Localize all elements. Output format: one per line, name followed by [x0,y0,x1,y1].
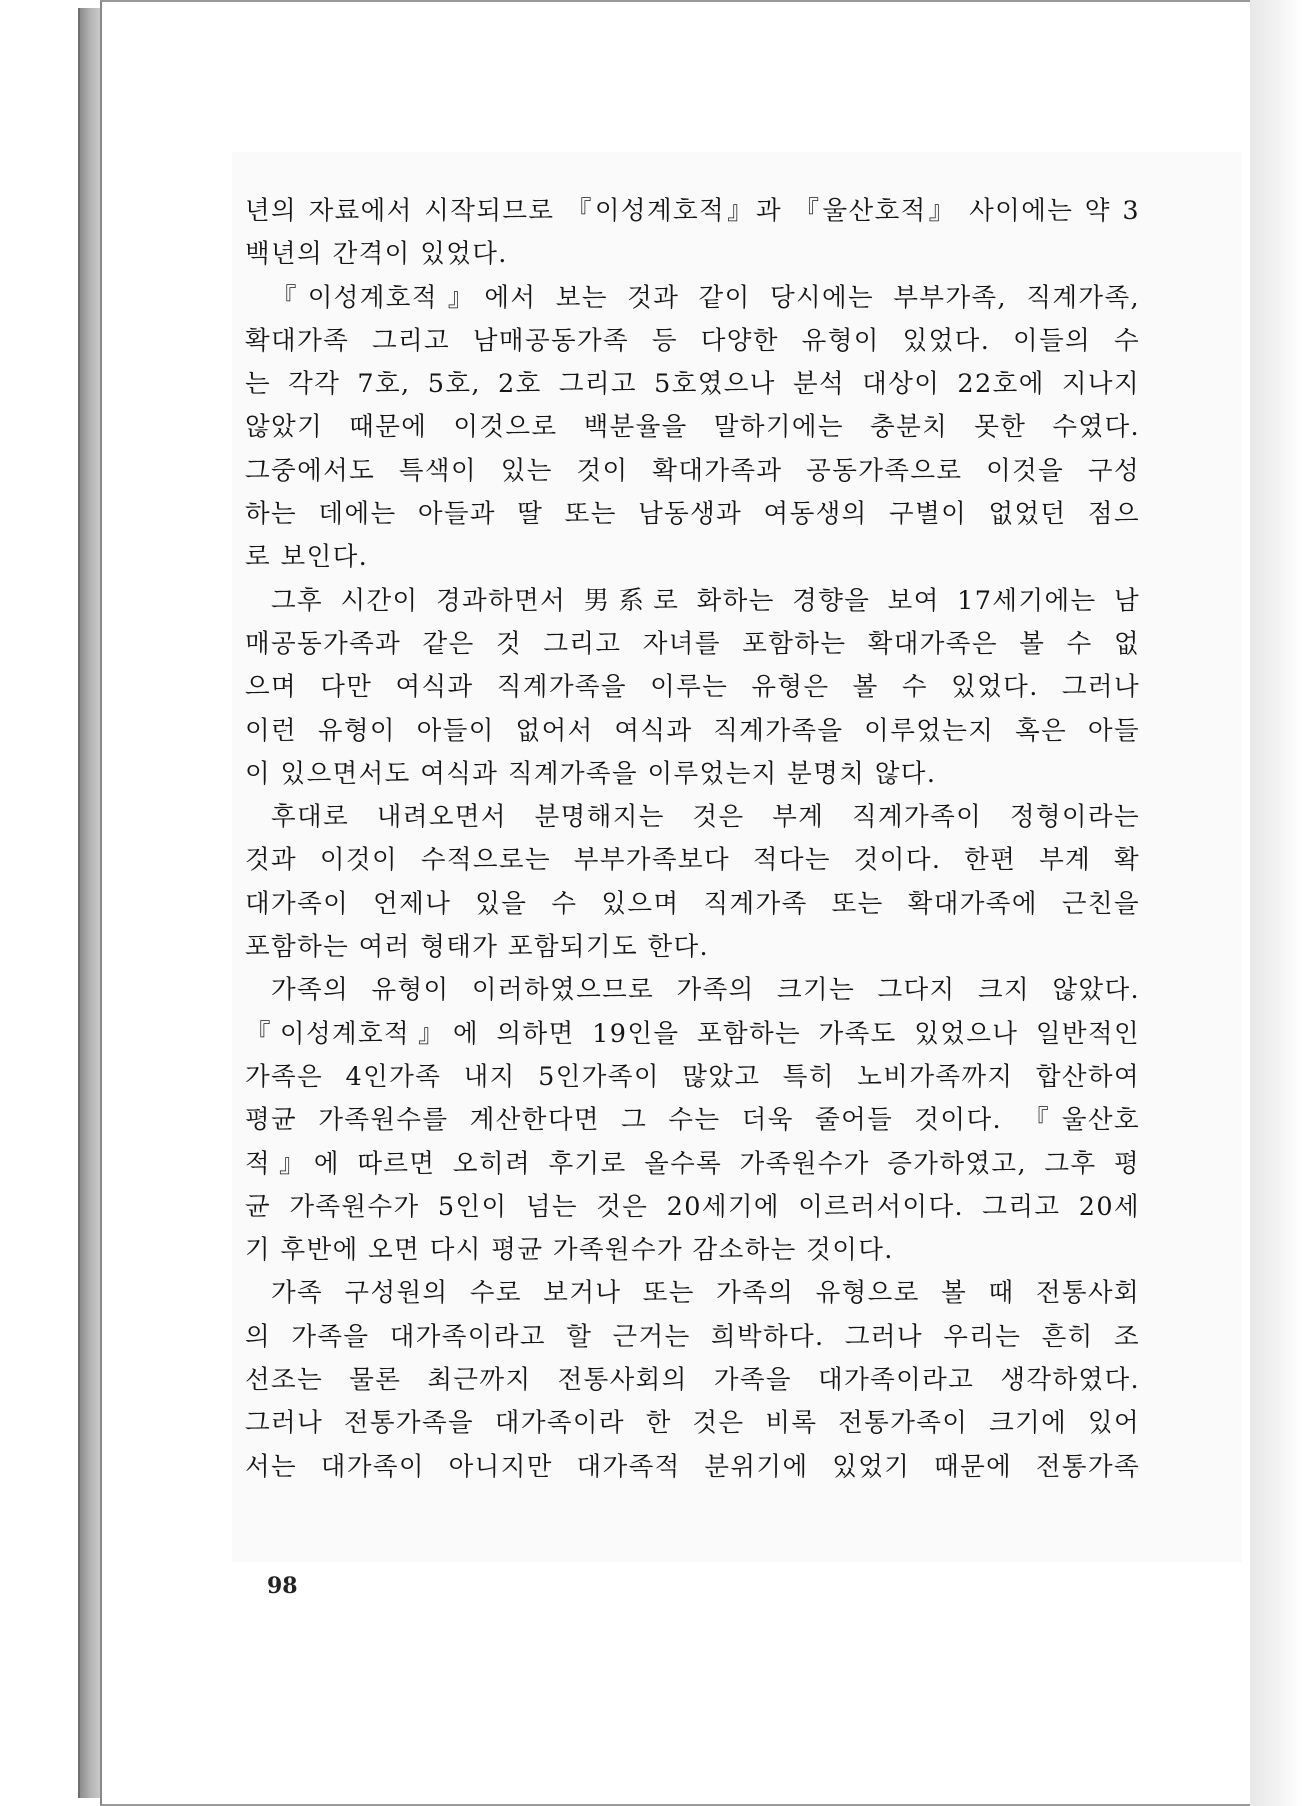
text-line: 으며 다만 여식과 직계가족을 이루는 유형은 볼 수 있었다. 그러나 [245,672,1140,703]
text-line: 는 각각 7호, 5호, 2호 그리고 5호였으나 분석 대상이 22호에 지나지 [245,369,1140,400]
text-line: 매공동가족과 같은 것 그리고 자녀를 포함하는 확대가족은 볼 수 없 [245,628,1140,659]
text-line: 『이성계호적』에서 보는 것과 같이 당시에는 부부가족, 직계가족, [271,282,1140,313]
text-line: 가족의 유형이 이러하였으므로 가족의 크기는 그다지 크지 않았다. [271,975,1140,1006]
page-number: 98 [267,1573,298,1599]
text-line: 의 가족을 대가족이라고 할 근거는 희박하다. 그러나 우리는 흔히 조 [245,1321,1140,1352]
text-line: 가족 구성원의 수로 보거나 또는 가족의 유형으로 볼 때 전통사회 [271,1278,1140,1309]
text-line: 평균 가족원수를 계산한다면 그 수는 더욱 줄어들 것이다. 『울산호 [245,1105,1140,1136]
text-line: 하는 데에는 아들과 딸 또는 남동생과 여동생의 구별이 없었던 점으 [245,499,1140,530]
text-line: 확대가족 그리고 남매공동가족 등 다양한 유형이 있었다. 이들의 수 [245,325,1140,356]
text-line: 가족은 4인가족 내지 5인가족이 많았고 특히 노비가족까지 합산하여 [245,1061,1140,1092]
text-line: 그러나 전통가족을 대가족이라 한 것은 비록 전통가족이 크기에 있어 [245,1408,1140,1439]
text-line: 적』에 따르면 오히려 후기로 올수록 가족원수가 증가하였고, 그후 평 [245,1148,1140,1179]
text-line: 후대로 내려오면서 분명해지는 것은 부계 직계가족이 정형이라는 [271,802,1140,833]
text-line: 『이성계호적』에 의하면 19인을 포함하는 가족도 있었으나 일반적인 [245,1018,1140,1049]
text-line: 것과 이것이 수적으로는 부부가족보다 적다는 것이다. 한편 부계 확 [245,845,1140,876]
text-line: 기 후반에 오면 다시 평균 가족원수가 감소하는 것이다. [245,1235,894,1266]
body-text [245,190,1140,1489]
text-line: 균 가족원수가 5인이 넘는 것은 20세기에 이르러서이다. 그리고 20세 [245,1191,1140,1222]
text-line: 이 있으면서도 여식과 직계가족을 이루었는지 분명치 않다. [245,758,937,789]
text-line: 로 보인다. [245,542,369,573]
text-line: 포함하는 여러 형태가 포함되기도 한다. [245,932,710,963]
text-line: 년의 자료에서 시작되므로 『이성계호적』과 『울산호적』 사이에는 약 3 [245,196,1140,226]
page-edge-shadow [1250,0,1302,1806]
text-line: 서는 대가족이 아니지만 대가족적 분위기에 있었기 때문에 전통가족 [245,1451,1140,1482]
text-line: 이런 유형이 아들이 없어서 여식과 직계가족을 이루었는지 혹은 아들 [245,715,1140,746]
text-line: 선조는 물론 최근까지 전통사회의 가족을 대가족이라고 생각하였다. [245,1365,1140,1396]
text-line: 그후 시간이 경과하면서 男系로 화하는 경향을 보여 17세기에는 남 [271,585,1140,616]
text-line: 대가족이 언제나 있을 수 있으며 직계가족 또는 확대가족에 근친을 [245,888,1140,919]
text-line: 백년의 간격이 있었다. [245,239,508,270]
text-line: 않았기 때문에 이것으로 백분율을 말하기에는 충분치 못한 수였다. [245,412,1140,443]
text-line: 그중에서도 특색이 있는 것이 확대가족과 공동가족으로 이것을 구성 [245,455,1140,486]
